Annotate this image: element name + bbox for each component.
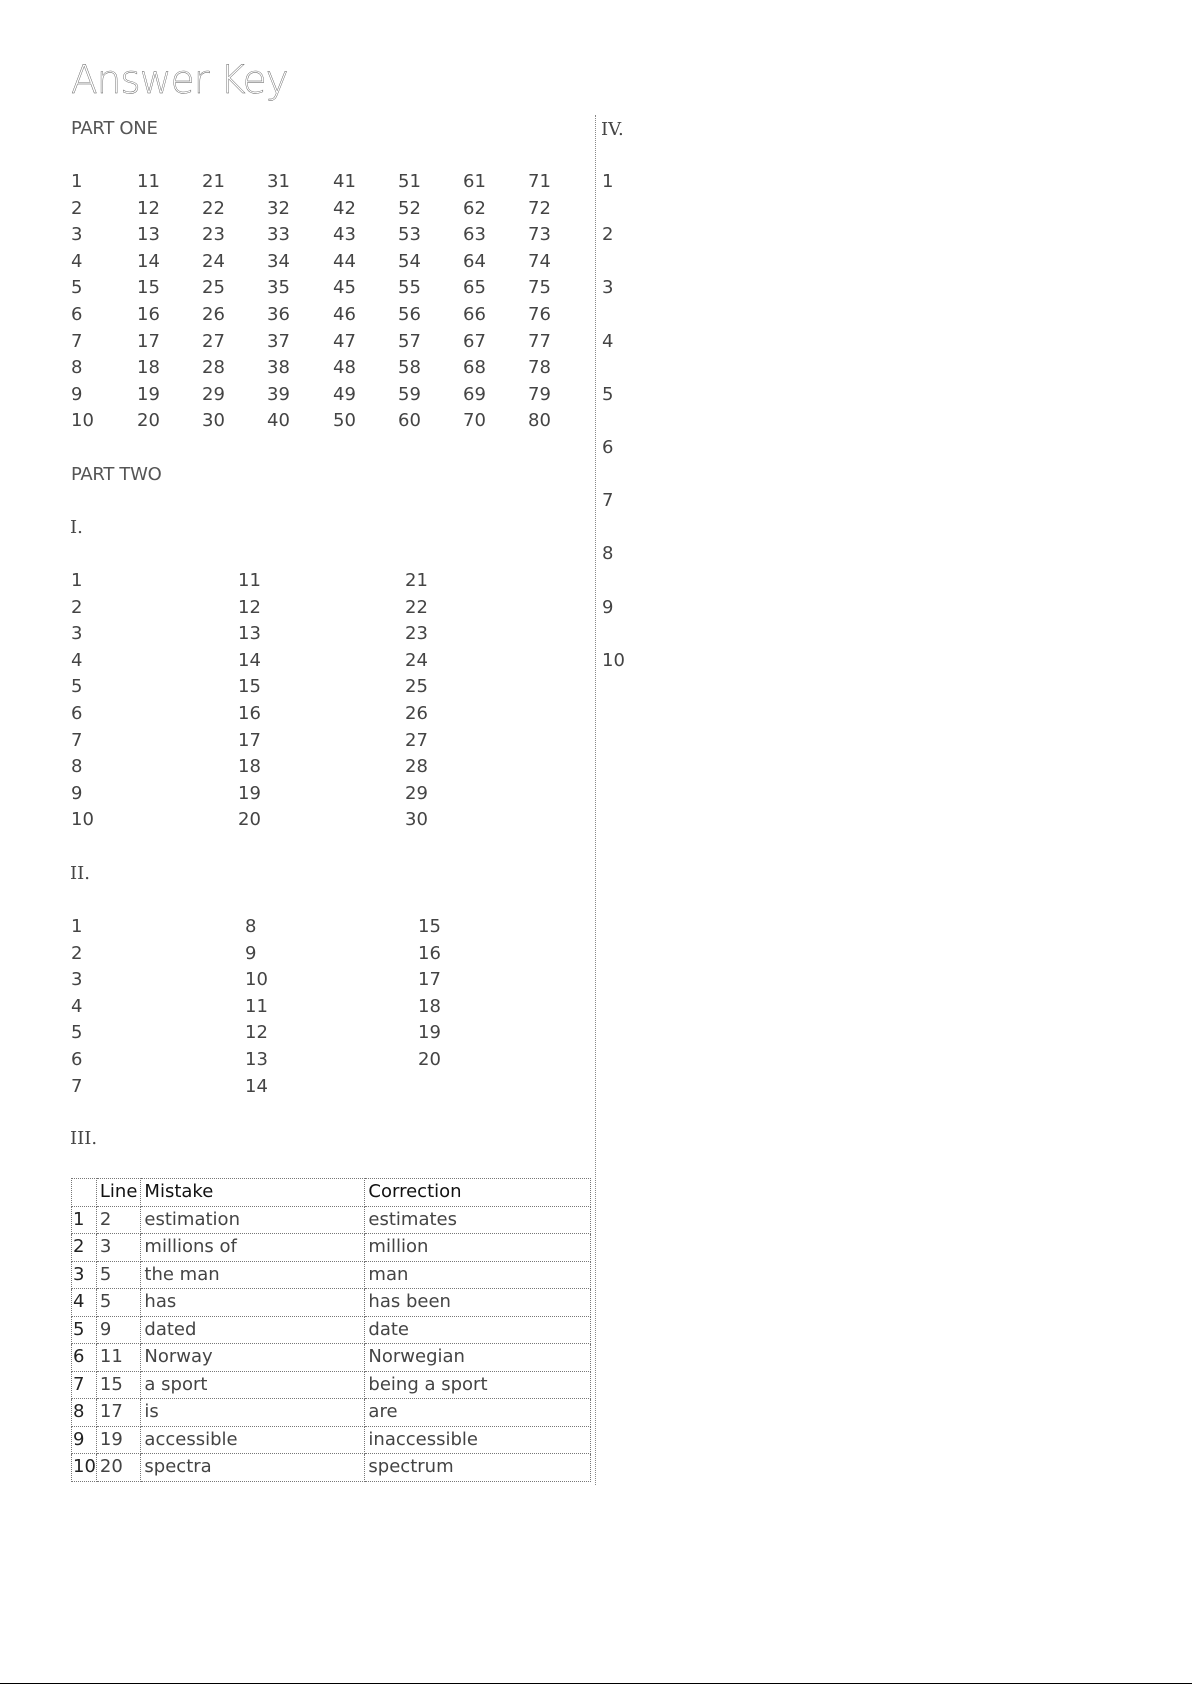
- line-number: 5: [96, 1289, 141, 1317]
- answer-number: 32: [267, 197, 290, 219]
- answer-number: 15: [137, 277, 160, 299]
- answer-number: 19: [418, 1022, 441, 1044]
- answer-number: 26: [405, 703, 428, 724]
- answer-number: 29: [202, 383, 225, 405]
- answer-number: 71: [528, 171, 551, 192]
- answer-number: 1: [71, 171, 83, 192]
- mistake-text: dated: [141, 1316, 365, 1344]
- answer-number: 37: [267, 330, 290, 352]
- answer-number: 30: [202, 410, 225, 432]
- answer-number: 48: [333, 357, 356, 379]
- answer-number: 4: [602, 330, 614, 352]
- row-number: 1: [72, 1206, 97, 1234]
- answer-number: 1: [602, 171, 614, 192]
- answer-number: 22: [202, 197, 225, 219]
- answer-number: 53: [398, 224, 421, 246]
- answer-number: 43: [333, 224, 356, 246]
- answer-number: 2: [71, 596, 83, 618]
- part-two-heading: PART TWO: [71, 464, 162, 485]
- line-number: 9: [96, 1316, 141, 1344]
- answer-number: 28: [202, 357, 225, 379]
- correction-text: million: [365, 1234, 591, 1262]
- answer-number: 66: [463, 304, 486, 325]
- table-row: [72, 1454, 591, 1482]
- header-correction: Correction: [365, 1179, 591, 1207]
- answer-number: 9: [602, 596, 614, 618]
- answer-number: 14: [137, 250, 160, 272]
- line-number: 19: [96, 1426, 141, 1454]
- answer-number: 31: [267, 171, 290, 192]
- answer-number: 52: [398, 197, 421, 219]
- answer-number: 28: [405, 756, 428, 778]
- table-row: [72, 1399, 591, 1427]
- table-row: [72, 1261, 591, 1289]
- correction-text: spectrum: [365, 1454, 591, 1482]
- answer-number: 18: [238, 756, 261, 778]
- answer-number: 72: [528, 197, 551, 219]
- answer-number: 13: [137, 224, 160, 246]
- answer-number: 21: [202, 171, 225, 192]
- answer-number: 27: [405, 729, 428, 751]
- answer-number: 16: [418, 942, 441, 964]
- answer-number: 49: [333, 383, 356, 405]
- answer-number: 13: [238, 623, 261, 645]
- mistake-text: estimation: [141, 1206, 365, 1234]
- answer-number: 2: [71, 942, 83, 964]
- mistake-text: millions of: [141, 1234, 365, 1262]
- line-number: 11: [96, 1344, 141, 1372]
- correction-text: are: [365, 1399, 591, 1427]
- answer-number: 6: [71, 703, 83, 724]
- header-line: Line: [96, 1179, 141, 1207]
- answer-number: 34: [267, 250, 290, 272]
- answer-number: 4: [71, 250, 83, 272]
- answer-number: 75: [528, 277, 551, 299]
- line-number: 15: [96, 1371, 141, 1399]
- answer-number: 35: [267, 277, 290, 299]
- answer-number: 54: [398, 250, 421, 272]
- answer-number: 26: [202, 304, 225, 325]
- answer-number: 1: [71, 570, 83, 591]
- answer-number: 5: [71, 676, 83, 698]
- section-ii-label: II.: [70, 863, 90, 884]
- answer-number: 10: [71, 410, 94, 432]
- column-divider: [595, 115, 596, 1485]
- header-number: [72, 1179, 97, 1207]
- answer-number: 65: [463, 277, 486, 299]
- row-number: 3: [72, 1261, 97, 1289]
- table-row: [72, 1289, 591, 1317]
- answer-number: 60: [398, 410, 421, 432]
- answer-number: 64: [463, 250, 486, 272]
- answer-number: 62: [463, 197, 486, 219]
- answer-number: 22: [405, 596, 428, 618]
- answer-number: 69: [463, 383, 486, 405]
- answer-number: 57: [398, 330, 421, 352]
- answer-number: 47: [333, 330, 356, 352]
- answer-number: 40: [267, 410, 290, 432]
- answer-number: 58: [398, 357, 421, 379]
- answer-number: 6: [71, 304, 83, 325]
- answer-number: 5: [71, 277, 83, 299]
- mistake-text: has: [141, 1289, 365, 1317]
- answer-number: 2: [602, 224, 614, 246]
- correction-text: inaccessible: [365, 1426, 591, 1454]
- answer-number: 7: [71, 729, 83, 751]
- correction-text: date: [365, 1316, 591, 1344]
- row-number: 6: [72, 1344, 97, 1372]
- answer-number: 8: [245, 916, 257, 937]
- answer-number: 39: [267, 383, 290, 405]
- table-row: [72, 1344, 591, 1372]
- answer-number: 15: [418, 916, 441, 937]
- mistake-text: accessible: [141, 1426, 365, 1454]
- answer-number: 61: [463, 171, 486, 192]
- line-number: 2: [96, 1206, 141, 1234]
- line-number: 17: [96, 1399, 141, 1427]
- answer-number: 23: [202, 224, 225, 246]
- answer-number: 13: [245, 1049, 268, 1070]
- answer-number: 10: [245, 969, 268, 991]
- answer-number: 77: [528, 330, 551, 352]
- answer-number: 14: [245, 1075, 268, 1097]
- answer-number: 19: [137, 383, 160, 405]
- table-row: [72, 1426, 591, 1454]
- row-number: 2: [72, 1234, 97, 1262]
- answer-number: 33: [267, 224, 290, 246]
- table-row: [72, 1234, 591, 1262]
- answer-number: 59: [398, 383, 421, 405]
- answer-number: 6: [71, 1049, 83, 1070]
- header-mistake: Mistake: [141, 1179, 365, 1207]
- answer-number: 50: [333, 410, 356, 432]
- row-number: 5: [72, 1316, 97, 1344]
- answer-number: 70: [463, 410, 486, 432]
- answer-number: 41: [333, 171, 356, 192]
- answer-number: 44: [333, 250, 356, 272]
- row-number: 7: [72, 1371, 97, 1399]
- answer-number: 12: [238, 596, 261, 618]
- answer-number: 79: [528, 383, 551, 405]
- correction-text: estimates: [365, 1206, 591, 1234]
- table-row: [72, 1206, 591, 1234]
- answer-number: 74: [528, 250, 551, 272]
- answer-number: 11: [238, 570, 261, 591]
- answer-number: 42: [333, 197, 356, 219]
- answer-number: 30: [405, 809, 428, 831]
- answer-number: 20: [137, 410, 160, 432]
- answer-number: 36: [267, 304, 290, 325]
- line-number: 3: [96, 1234, 141, 1262]
- line-number: 20: [96, 1454, 141, 1482]
- answer-number: 67: [463, 330, 486, 352]
- answer-number: 3: [71, 224, 83, 246]
- answer-number: 51: [398, 171, 421, 192]
- answer-number: 8: [602, 543, 614, 565]
- answer-number: 10: [71, 809, 94, 831]
- table-row: [72, 1316, 591, 1344]
- line-number: 5: [96, 1261, 141, 1289]
- answer-number: 16: [238, 703, 261, 724]
- answer-number: 20: [418, 1049, 441, 1070]
- answer-number: 5: [602, 383, 614, 405]
- row-number: 9: [72, 1426, 97, 1454]
- mistake-text: Norway: [141, 1344, 365, 1372]
- answer-number: 7: [71, 330, 83, 352]
- answer-number: 24: [405, 649, 428, 671]
- answer-number: 11: [137, 171, 160, 192]
- answer-number: 18: [418, 995, 441, 1017]
- answer-number: 45: [333, 277, 356, 299]
- answer-number: 7: [71, 1075, 83, 1097]
- answer-number: 73: [528, 224, 551, 246]
- answer-number: 15: [238, 676, 261, 698]
- answer-number: 56: [398, 304, 421, 325]
- mistake-text: spectra: [141, 1454, 365, 1482]
- mistake-text: a sport: [141, 1371, 365, 1399]
- answer-number: 17: [137, 330, 160, 352]
- page-bottom-rule: [0, 1683, 1192, 1684]
- answer-number: 10: [602, 649, 625, 671]
- answer-number: 4: [71, 995, 83, 1017]
- answer-number: 9: [71, 782, 83, 804]
- answer-number: 8: [71, 357, 83, 379]
- section-iii-label: III.: [70, 1128, 98, 1149]
- answer-number: 16: [137, 304, 160, 325]
- answer-number: 25: [202, 277, 225, 299]
- correction-table-header: [72, 1179, 591, 1207]
- answer-number: 46: [333, 304, 356, 325]
- row-number: 10: [72, 1454, 97, 1482]
- answer-number: 17: [418, 969, 441, 991]
- answer-number: 19: [238, 782, 261, 804]
- answer-number: 3: [602, 277, 614, 299]
- correction-text: Norwegian: [365, 1344, 591, 1372]
- correction-text: being a sport: [365, 1371, 591, 1399]
- answer-number: 3: [71, 623, 83, 645]
- mistake-text: is: [141, 1399, 365, 1427]
- answer-number: 80: [528, 410, 551, 432]
- section-i-label: I.: [70, 517, 83, 538]
- answer-number: 24: [202, 250, 225, 272]
- answer-number: 3: [71, 969, 83, 991]
- answer-number: 23: [405, 623, 428, 645]
- answer-number: 14: [238, 649, 261, 671]
- section-iv-label: IV.: [601, 119, 624, 140]
- part-one-heading: PART ONE: [71, 118, 158, 139]
- answer-number: 12: [137, 197, 160, 219]
- answer-number: 7: [602, 490, 614, 512]
- answer-number: 8: [71, 756, 83, 778]
- answer-number: 11: [245, 995, 268, 1017]
- mistake-text: the man: [141, 1261, 365, 1289]
- table-row: [72, 1371, 591, 1399]
- answer-number: 25: [405, 676, 428, 698]
- answer-number: 27: [202, 330, 225, 352]
- correction-table: [71, 1178, 591, 1482]
- answer-number: 18: [137, 357, 160, 379]
- answer-number: 76: [528, 304, 551, 325]
- answer-number: 17: [238, 729, 261, 751]
- answer-number: 5: [71, 1022, 83, 1044]
- answer-number: 9: [71, 383, 83, 405]
- answer-number: 20: [238, 809, 261, 831]
- correction-text: man: [365, 1261, 591, 1289]
- answer-number: 63: [463, 224, 486, 246]
- answer-number: 38: [267, 357, 290, 379]
- answer-number: 55: [398, 277, 421, 299]
- answer-number: 12: [245, 1022, 268, 1044]
- answer-number: 1: [71, 916, 83, 937]
- answer-number: 6: [602, 437, 614, 458]
- page-title: Answer Key: [71, 58, 288, 103]
- answer-number: 4: [71, 649, 83, 671]
- answer-number: 29: [405, 782, 428, 804]
- row-number: 4: [72, 1289, 97, 1317]
- answer-number: 68: [463, 357, 486, 379]
- answer-number: 21: [405, 570, 428, 591]
- correction-text: has been: [365, 1289, 591, 1317]
- answer-number: 2: [71, 197, 83, 219]
- answer-number: 78: [528, 357, 551, 379]
- answer-number: 9: [245, 942, 257, 964]
- row-number: 8: [72, 1399, 97, 1427]
